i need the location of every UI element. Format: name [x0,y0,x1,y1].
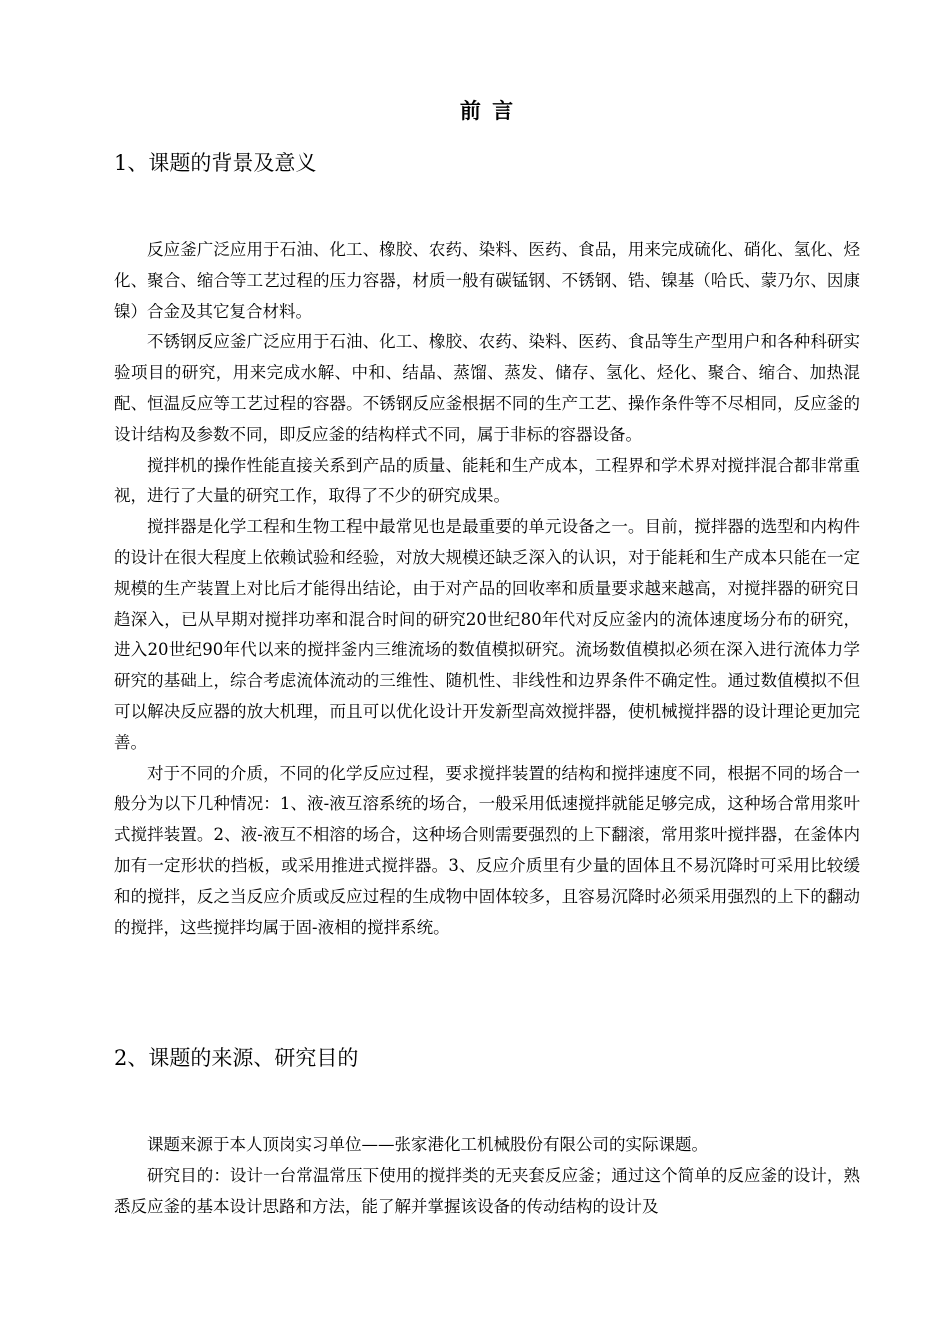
paragraph: 对于不同的介质，不同的化学反应过程，要求搅拌装置的结构和搅拌速度不同，根据不同的场合一般分为以下几种情况：1、液-液互溶系统的场合，一般采用低速搅拌就能足够完成，这种场合常用浆叶式搅拌装置。2、液-液互不相溶的场合，这种场合则需要强烈的上下翻滚，常用浆叶搅拌器，在釜体内加有一定形状的挡板，或采用推进式搅拌器。3、反应介质里有少量的固体且不易沉降时可采用比较缓和的搅拌，反之当反应介质或反应过程的生成物中固体较多，且容易沉降时必须采用强烈的上下的翻动的搅拌，这些搅拌均属于固-液相的搅拌系统。 [114,763,860,937]
paragraph: 研究目的：设计一台常温常压下使用的搅拌类的无夹套反应釜；通过这个简单的反应釜的设计，熟悉反应釜的基本设计思路和方法，能了解并掌握该设备的传动结构的设计及 [114,1165,860,1216]
section-body-source-purpose [114,1130,860,1222]
section-heading-source-purpose: 2、课题的来源、研究目的 [114,1046,359,1070]
section-heading-background: 1、课题的背景及意义 [114,151,317,175]
paragraph: 课题来源于本人顶岗实习单位——张家港化工机械股份有限公司的实际课题。 [147,1135,708,1154]
paragraph: 搅拌机的操作性能直接关系到产品的质量、能耗和生产成本，工程界和学术界对搅拌混合都非常重视，进行了大量的研究工作，取得了不少的研究成果。 [114,455,860,506]
paragraph: 搅拌器是化学工程和生物工程中最常见也是最重要的单元设备之一。目前，搅拌器的选型和内构件的设计在很大程度上依赖试验和经验，对放大规模还缺乏深入的认识，对于能耗和生产成本只能在一定规模的生产装置上对比后才能得出结论，由于对产品的回收率和质量要求越来越高，对搅拌器的研究日趋深入，已从早期对搅拌功率和混合时间的研究20世纪80年代对反应釜内的流体速度场分布的研究，进入20世纪90年代以来的搅拌釜内三维流场的数值模拟研究。流场数值模拟必须在深入进行流体力学研究的基础上，综合考虑流体流动的三维性、随机性、非线性和边界条件不确定性。通过数值模拟不但可以解决反应器的放大机理，而且可以优化设计开发新型高效搅拌器，使机械搅拌器的设计理论更加完善。 [114,517,860,752]
document-title: 前 言 [459,98,516,123]
section-body-background [114,235,860,943]
paragraph: 反应釜广泛应用于石油、化工、橡胶、农药、染料、医药、食品，用来完成硫化、硝化、氢化、烃化、聚合、缩合等工艺过程的压力容器，材质一般有碳锰钢、不锈钢、锆、镍基（哈氏、蒙乃尔、因康镍）合金及其它复合材料。 [114,240,860,321]
paragraph: 不锈钢反应釜广泛应用于石油、化工、橡胶、农药、染料、医药、食品等生产型用户和各种科研实验项目的研究，用来完成水解、中和、结晶、蒸馏、蒸发、储存、氢化、烃化、聚合、缩合、加热混配、恒温反应等工艺过程的容器。不锈钢反应釜根据不同的生产工艺、操作条件等不尽相同，反应釜的设计结构及参数不同，即反应釜的结构样式不同，属于非标的容器设备。 [114,332,860,444]
